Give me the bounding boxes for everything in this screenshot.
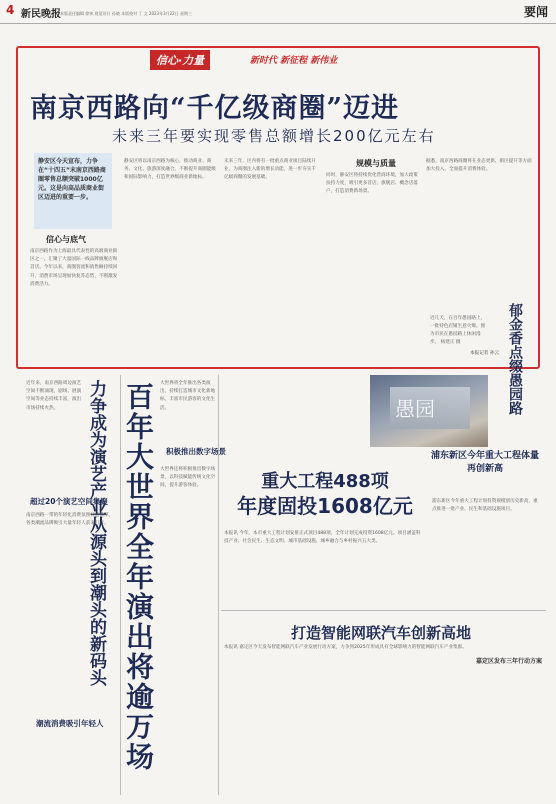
section-heading-2: 规模与质量	[356, 159, 396, 168]
feature-body-4: 同时，静安区将持续优化营商环境，加大政策扶持力度，吸引更多首店、旗舰店、概念店落户，打造消费新场景。	[326, 173, 418, 195]
caption-text: 近几天，在百年愚园路上，一批特色店铺生意火爆。图为市民在愚园路上休闲漫步。	[430, 316, 486, 345]
bottom-body: 本报讯 嘉定区今天发布智能网联汽车产业发展行动方案，力争到2025年形成具有全球影响力的智能网联汽车产业集群。	[224, 645, 467, 650]
projects-headline-line2: 年度固投1608亿元	[237, 494, 413, 518]
feature-blurb: 静安区今天宣布，力争在“十四五”末南京西路商圈零售总额突破1000亿元。这是向高品质商业街区迈进的重要一步。	[34, 153, 112, 229]
left-subsection-1: 超过20个演艺空间集聚	[30, 497, 108, 506]
feature-body-2: 静安区将以南京西路为核心，推动商业、商务、文化、旅游深度融合，不断提升商圈能级和国际影响力，打造世界级商业新地标。	[124, 159, 216, 181]
bottom-side-headline: 嘉定区发布三年行动方案	[475, 658, 542, 665]
middle-vertical-title: 百年大世界全年演出将逾万场	[122, 382, 155, 772]
projects-headline-line1: 重大工程488项	[261, 471, 389, 492]
bottom-headline: 打造智能网联汽车创新高地	[290, 624, 471, 642]
projects-body: 本报讯 今年，本市重大工程计划安排正式项目488项，全年计划完成投资1608亿元。项目涵盖科技产业、社会民生、生态文明、城市基础设施、城乡融合与乡村振兴五大类。	[224, 531, 421, 545]
feature-subhead: 未来三年要实现零售总额增长200亿元左右	[112, 127, 436, 145]
column-divider	[218, 375, 219, 795]
section-divider	[221, 610, 546, 611]
right-vertical-title: 郁金香点缀愚园路	[507, 303, 523, 415]
section-name: 要闻	[523, 5, 548, 19]
photo-shop-sign: 愚园	[395, 397, 435, 421]
projects-headline	[221, 470, 429, 518]
side-body: 浦东新区今年重大工程计划投资规模创历史新高，重点推进一批产业、民生和基础设施项目。	[432, 499, 538, 513]
feature-body-3: 未来三年，区内将有一批重点商业项目陆续开业，为商圈注入新的增长动能，进一步夯实千亿级商圈的发展基础。	[224, 159, 316, 181]
band-slogan: 新时代 新征程 新伟业	[250, 56, 338, 66]
feature-body-5: 据悉，南京西路商圈将在业态更新、街区提升等方面加大投入，全面提升消费体验。	[426, 159, 532, 173]
page-header	[0, 0, 556, 24]
left-vertical-title: 力争成为演艺产业从源头到潮头的新码头	[86, 380, 106, 686]
left-body-1: 近年来，南京西路周边演艺空间不断涌现，剧场、展演空间等业态持续丰富，演出市场持续火热。	[26, 381, 82, 411]
page-meta: 本版责任编辑 徐伟 视觉设计 孙晓 本版校对 丁 文 2023年3月22日 星期三	[60, 11, 192, 16]
side-headline: 浦东新区今年重大工程体量再创新高	[430, 451, 539, 474]
middle-body-2: 大世界还将积极推出数字场景，以科技赋能传统文化空间，提升游客体验。	[160, 467, 216, 489]
middle-body-1: 大世界将全年推出各类演出，持续打造城市文化新地标，丰富市民游客的文化生活。	[160, 381, 216, 411]
caption-credit: 杨建正 摄	[440, 340, 461, 345]
feature-band	[150, 50, 400, 68]
band-title: 信心·力量	[150, 50, 210, 70]
paper-name: 新民晚报	[21, 9, 61, 20]
photo-caption	[430, 315, 488, 347]
feature-body-1: 南京西路作为上海最具代表性的高端商业街区之一，汇聚了大量国际一线品牌旗舰店和首店。今年以来，商圈客流和销售额持续回升，消费市场呈现加快复苏态势，不断激发消费活力。	[30, 249, 118, 287]
section-heading-1: 信心与底气	[46, 235, 86, 244]
street-photo	[370, 375, 488, 447]
feature-reporter: 本报记者 孙云	[470, 351, 500, 356]
left-body-2: 南京西路一带的年轻化消费氛围日益浓厚，各类潮流品牌吸引大量年轻人前来打卡。	[26, 513, 114, 527]
left-subsection-2: 潮流消费吸引年轻人	[36, 719, 104, 728]
middle-subsection: 积极推出数字场景	[166, 447, 226, 456]
page-number: 4	[6, 3, 15, 17]
feature-headline: 南京西路向“千亿级商圈”迈进	[30, 93, 400, 124]
